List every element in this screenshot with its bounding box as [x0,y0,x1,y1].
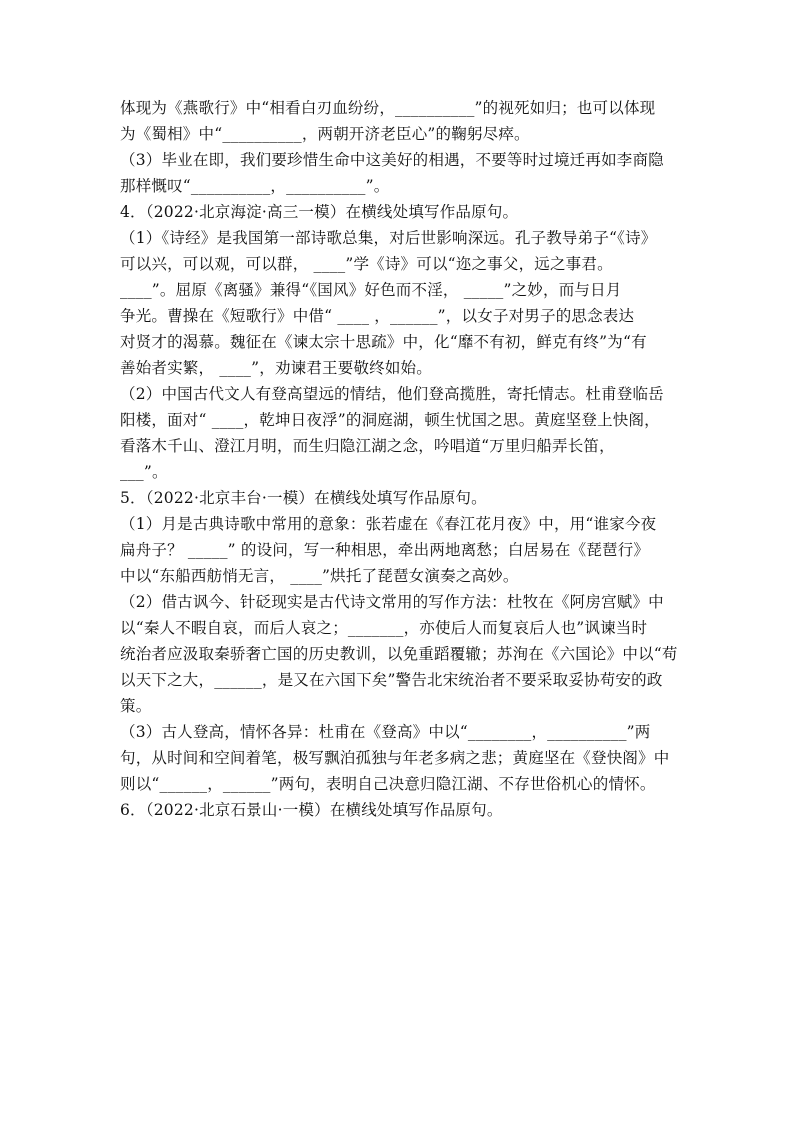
document-body [120,95,676,823]
text-line: 可以兴，可以观，可以群， ____”学《诗》可以“迩之事父，远之事君。 [120,255,613,273]
text-line: （3）古人登高，情怀各异：杜甫在《登高》中以“________，__________”两 [120,723,651,741]
text-line: 策。 [120,697,152,715]
text-line: （2）中国古代文人有登高望远的情结，他们登高揽胜，寄托情志。杜甫登临岳 [120,385,664,403]
text-line: 统治者应汲取秦骄奢亡国的历史教训，以免重蹈覆辙；苏洵在《六国论》中以“苟 [120,645,678,663]
text-line: 则以“______，______”两句，表明自己决意归隐江湖、不存世俗机心的情怀。 [120,775,656,793]
text-line: ____”。屈原《离骚》兼得“《国风》好色而不淫， _____”之妙，而与日月 [120,281,622,299]
text-line: （3）毕业在即，我们要珍惜生命中这美好的相遇，不要等时过境迁再如李商隐 [120,151,664,169]
question-heading: 5．（2022·北京丰台·一模）在横线处填写作品原句。 [120,489,487,507]
text-line: 扁舟子？ _____” 的设问，写一种相思，牵出两地离愁；白居易在《琵琶行》 [120,541,650,559]
text-line: ___”。 [120,463,168,481]
text-line: 争光。曹操在《短歌行》中借“ ____ ，______”，以女子对男子的思念表达 [120,307,635,325]
text-line: （2）借古讽今、针砭现实是古代诗文常用的写作方法：杜牧在《阿房宫赋》中 [120,593,664,611]
text-line: 那样慨叹“__________，__________”。 [120,177,390,195]
text-line: 看落木千山、澄江月明，而生归隐江湖之念，吟唱道“万里归船弄长笛， [120,437,615,455]
text-line: 以天下之大，______，是又在六国下矣”警告北宋统治者不要采取妥协苟安的政 [120,671,663,689]
text-line: 阳楼，面对“ ____，乾坤日夜浮”的洞庭湖，顿生忧国之思。黄庭坚登上快阁， [120,411,660,429]
text-line: 句，从时间和空间着笔，极写飘泊孤独与年老多病之悲；黄庭坚在《登快阁》中 [120,749,670,767]
question-heading: 6．（2022·北京石景山·一模）在横线处填写作品原句。 [120,801,503,819]
question-heading: 4．（2022·北京海淀·高三一模）在横线处填写作品原句。 [120,203,519,221]
text-line: 为《蜀相》中“__________，两朝开济老臣心”的鞠躬尽瘁。 [120,125,530,143]
text-line: 体现为《燕歌行》中“相看白刃血纷纷，__________”的视死如归；也可以体现 [120,99,656,117]
text-line: 以“秦人不暇自哀，而后人哀之；_______，亦使后人而复哀后人也”讽谏当时 [120,619,648,637]
text-line: （1）《诗经》是我国第一部诗歌总集，对后世影响深远。孔子教导弟子“《诗》 [120,229,657,247]
text-line: （1）月是古典诗歌中常用的意象：张若虚在《春江花月夜》中，用“谁家今夜 [120,515,657,533]
text-line: 对贤才的渴慕。魏征在《谏太宗十思疏》中，化“靡不有初，鲜克有终”为“有 [120,333,647,351]
text-line: 中以“东船西舫悄无言， ____”烘托了琵琶女演奏之高妙。 [120,567,519,585]
text-line: 善始者实繁， ____”，劝谏君王要敬终如始。 [120,359,432,377]
